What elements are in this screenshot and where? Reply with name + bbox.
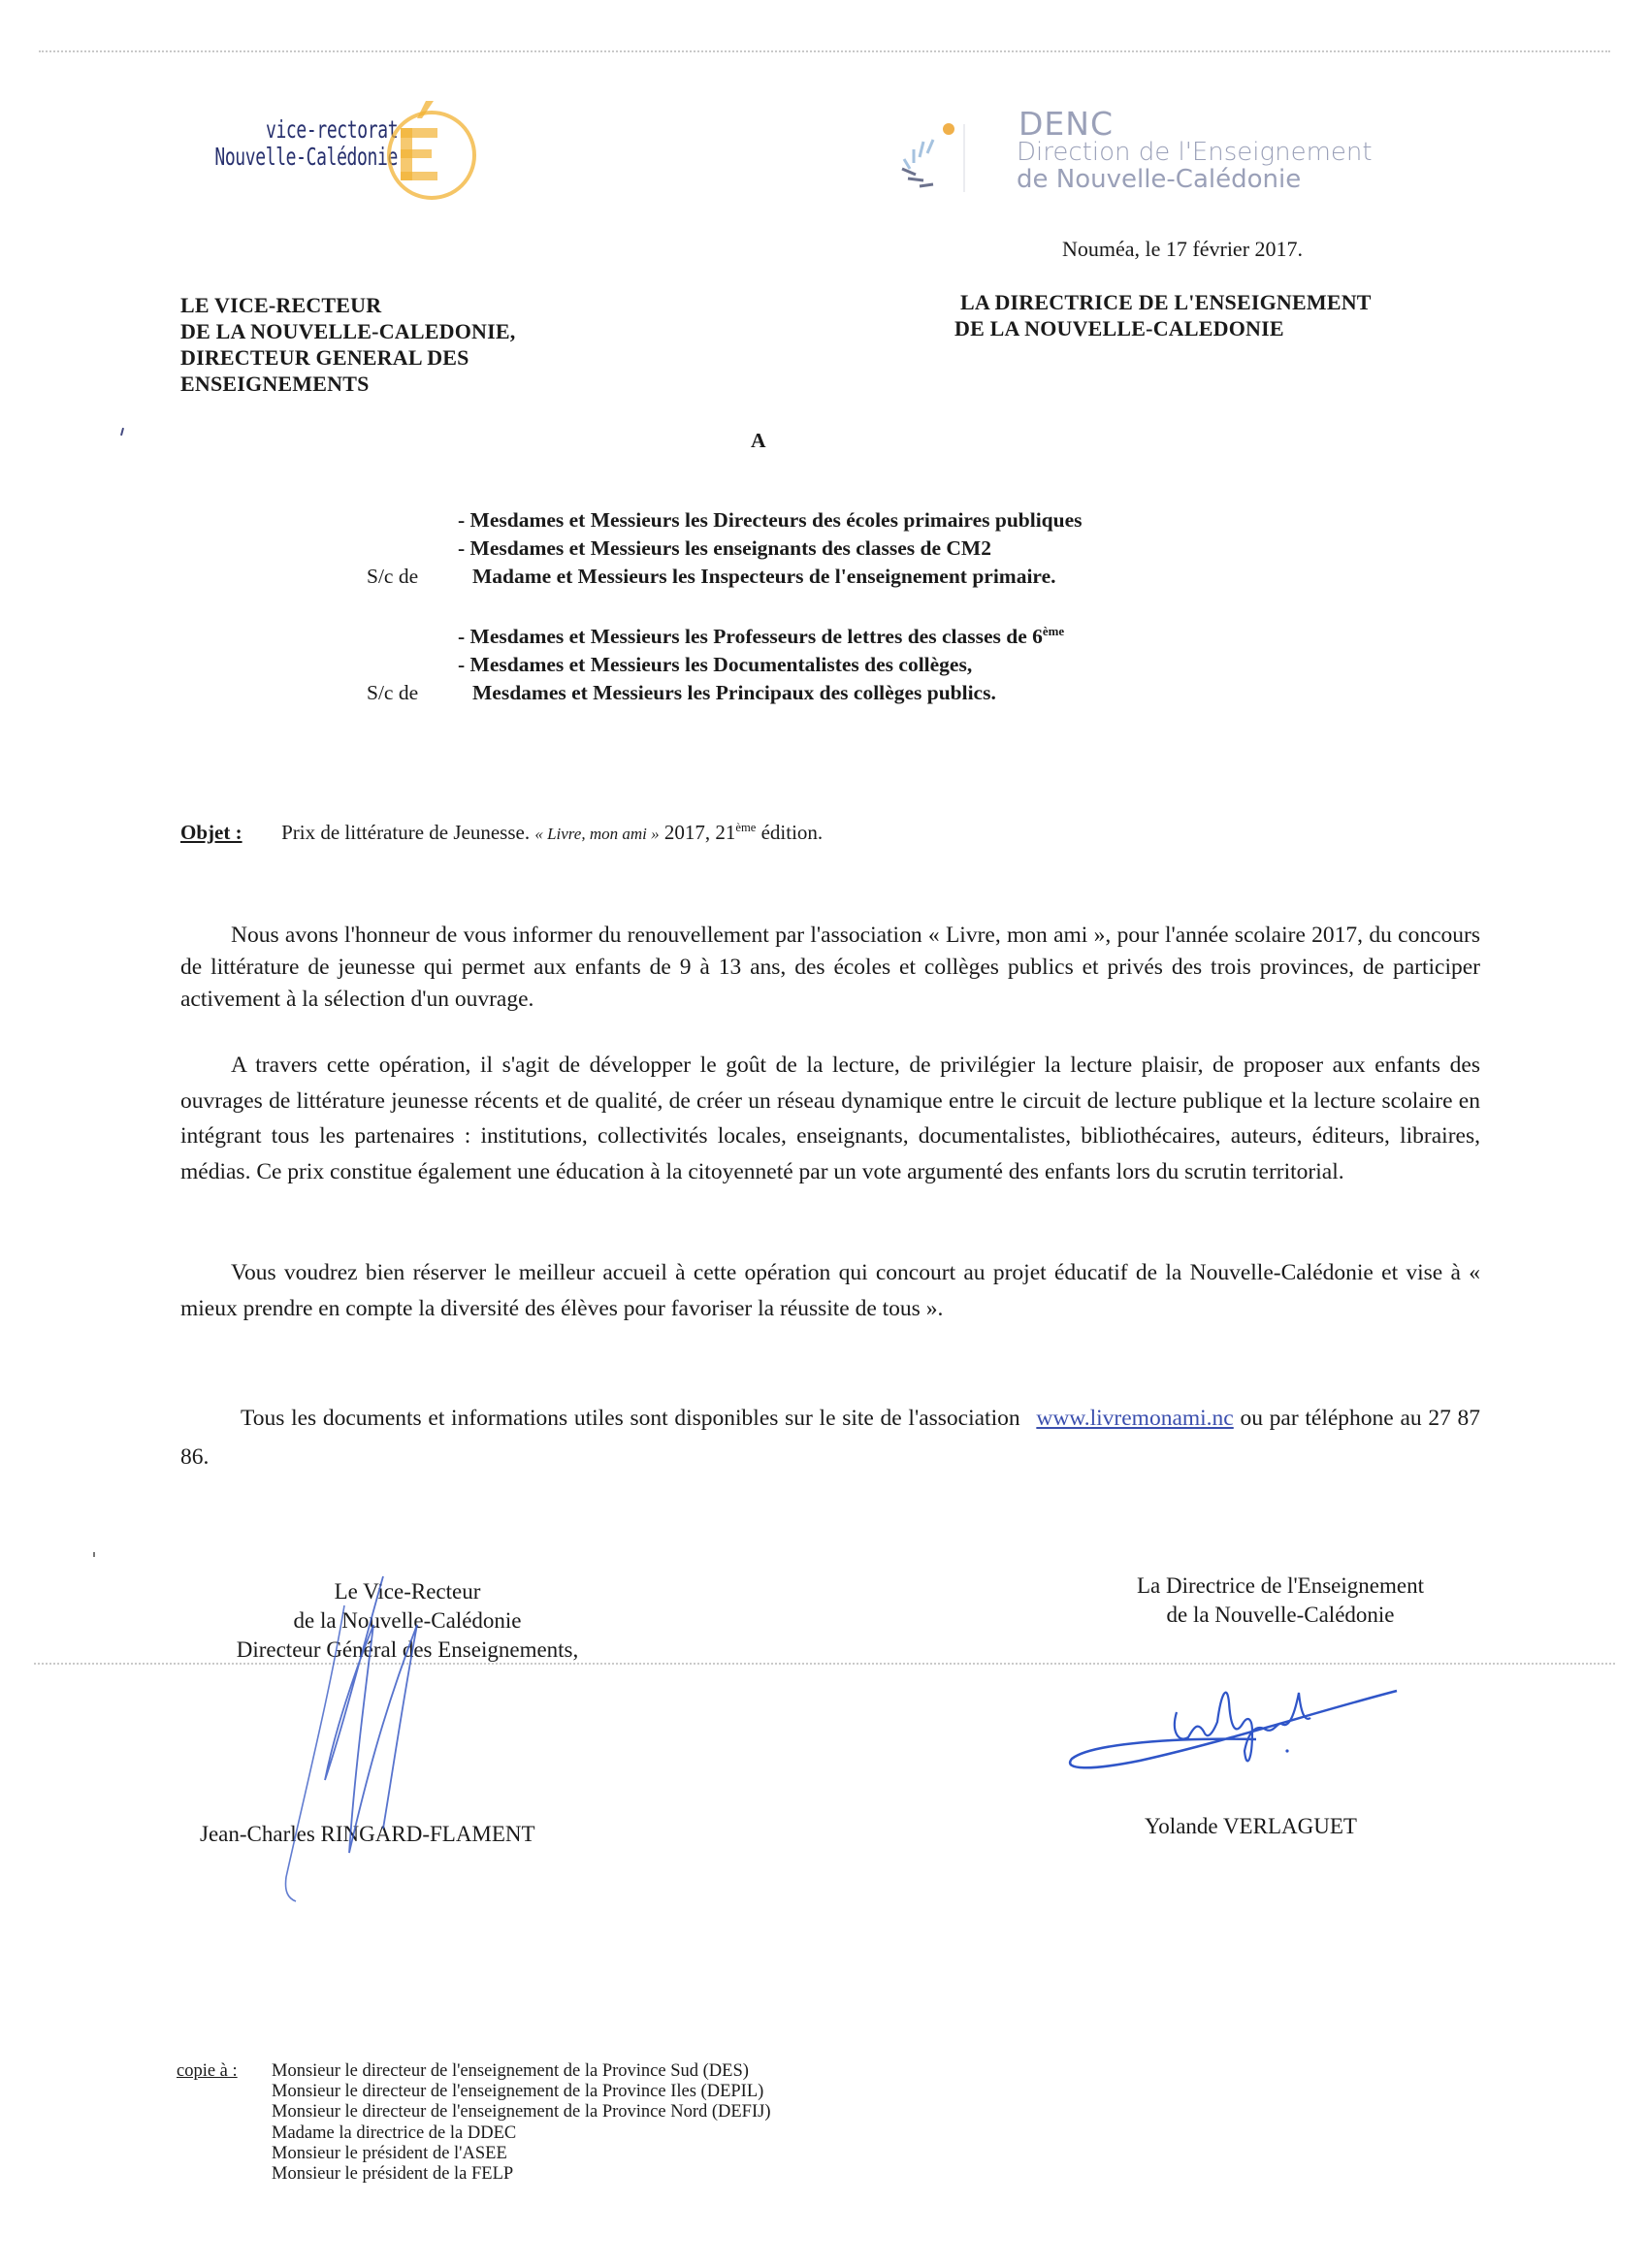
subject-text: Prix de littérature de Jeunesse. [281,821,531,844]
p4-text-end: ou par téléphone au 27 87 86. [180,1406,1481,1470]
copies-list [272,2061,771,2185]
denc-line1: Direction de l'Enseignement [1017,138,1373,167]
sender-right-line: DE LA NOUVELLE-CALEDONIE [954,316,1284,340]
sig-title-line: de la Nouvelle-Calédonie [1166,1603,1395,1627]
to-label: A [751,429,766,452]
recipient-line: - Mesdames et Messieurs les enseignants des classes de CM2 [458,536,991,560]
body-paragraph-1: Nous avons l'honneur de vous informer du renouvellement par l'association « Livre, mon ami », pour l'année scolaire 2017, du concours de littérature de jeunesse qui permet aux enfants de 9 à 13 ans, des écoles et collèges publics et privés des trois provinces, de participer activement à la sélection d'un ouvrage. [180,923,1480,1012]
sig-title-line: Le Vice-Recteur [334,1579,481,1604]
signatory-name-left: Jean-Charles RINGARD-FLAMENT [200,1822,535,1846]
copy-item: Monsieur le directeur de l'enseignement de la Province Iles (DEPIL) [272,2082,764,2102]
scan-speck [93,1552,95,1557]
recipient-line-sup: ème [1042,624,1065,638]
copy-item: Monsieur le directeur de l'enseignement de la Province Sud (DES) [272,2061,749,2081]
recipient-line: - Mesdames et Messieurs les Directeurs des écoles primaires publiques [458,508,1083,532]
body-paragraph-4 [180,1399,1480,1476]
copies-label: copie à : [177,2061,238,2081]
letter-body [180,920,1480,1016]
sender-left-line: DE LA NOUVELLE-CALEDONIE, [180,319,516,343]
denc-line2: de Nouvelle-Calédonie [1017,165,1302,194]
sc-label-2: S/c de [367,681,419,704]
sender-right-line: LA DIRECTRICE DE L'ENSEIGNEMENT [960,290,1372,314]
website-link[interactable]: www.livremonami.nc [1036,1406,1234,1431]
recipient-line-text: - Mesdames et Messieurs les Professeurs de lettres des classes de 6 [458,625,1043,648]
recipient-line: - Mesdames et Messieurs les Documentalistes des collèges, [458,653,973,676]
recipient-line [458,623,1064,651]
subject-year: 2017, 21 [663,821,736,844]
education-emblem-icon [383,97,480,204]
copy-item: Monsieur le président de l'ASEE [272,2143,507,2163]
subject-end: édition. [760,821,824,844]
sender-left-line: LE VICE-RECTEUR [180,293,382,317]
body-paragraph-3: Vous voudrez bien réserver le meilleur accueil à cette opération qui concourt au projet éducatif de la Nouvelle-Calédonie et vise à « mieux prendre en compte la diversité des élèves pour favoriser la réussite de tous ». [180,1260,1480,1321]
recipient-sc-line: Mesdames et Messieurs les Principaux des collèges publics. [472,681,996,704]
copy-item: Madame la directrice de la DDEC [272,2122,517,2143]
sc-label-1: S/c de [367,565,419,588]
sender-left [180,292,515,397]
letter-body-2 [180,1048,1480,1189]
sig-title-line: La Directrice de l'Enseignement [1137,1573,1424,1598]
sender-left-line: ENSEIGNEMENTS [180,372,370,396]
handwritten-signature-left [247,1567,441,1906]
recipient-sc-line: Madame et Messieurs les Inspecteurs de l'enseignement primaire. [472,565,1056,588]
sender-right [954,289,1372,341]
sender-left-line: DIRECTEUR GENERAL DES [180,345,469,370]
signatory-name-right: Yolande VERLAGUET [1145,1814,1357,1838]
copy-item: Monsieur le président de la FELP [272,2164,514,2185]
place-date: Nouméa, le 17 février 2017. [1062,237,1304,261]
top-scan-line [39,50,1610,52]
logo-vr-line2: Nouvelle-Calédonie [214,143,398,171]
denc-acronym: DENC [1018,105,1114,143]
p4-text: Tous les documents et informations utiles sont disponibles sur le site de l'association [241,1406,1020,1431]
subject-line [180,821,823,845]
letter-body-4 [180,1399,1480,1476]
handwritten-signature-right [1062,1673,1431,1780]
subject-title: « Livre, mon ami » [534,825,660,843]
copy-item: Monsieur le directeur de l'enseignement de la Province Nord (DEFIJ) [272,2102,771,2122]
recipient-group-1 [458,506,1083,591]
scan-speck [120,428,124,436]
sig-title-line: de la Nouvelle-Calédonie [293,1608,522,1633]
sig-title-line: Directeur Général des Enseignements, [236,1637,579,1662]
denc-emblem-icon [894,114,972,194]
letter-body-3 [180,1255,1480,1326]
subject-sup: ème [735,821,757,834]
subject-label: Objet : [180,821,242,844]
signature-block-right [1086,1571,1474,1630]
logo-vr-line1: vice-rectorat [265,115,398,144]
recipient-group-2 [458,623,1064,707]
body-paragraph-2: A travers cette opération, il s'agit de développer le goût de la lecture, de privilégier la lecture plaisir, de proposer aux enfants des ouvrages de littérature jeunesse récents et de qualité, de créer un réseau dynamique entre le circuit de lecture publique et la lecture scolaire en intégrant tous les partenaires : institutions, collectivités locales, enseignants, documentalistes, bibliothécaires, auteurs, éditeurs, libraires, médias. Ce prix constitue également une éducation à la citoyenneté par un vote argumenté des enfants lors du scrutin territorial. [180,1053,1480,1184]
